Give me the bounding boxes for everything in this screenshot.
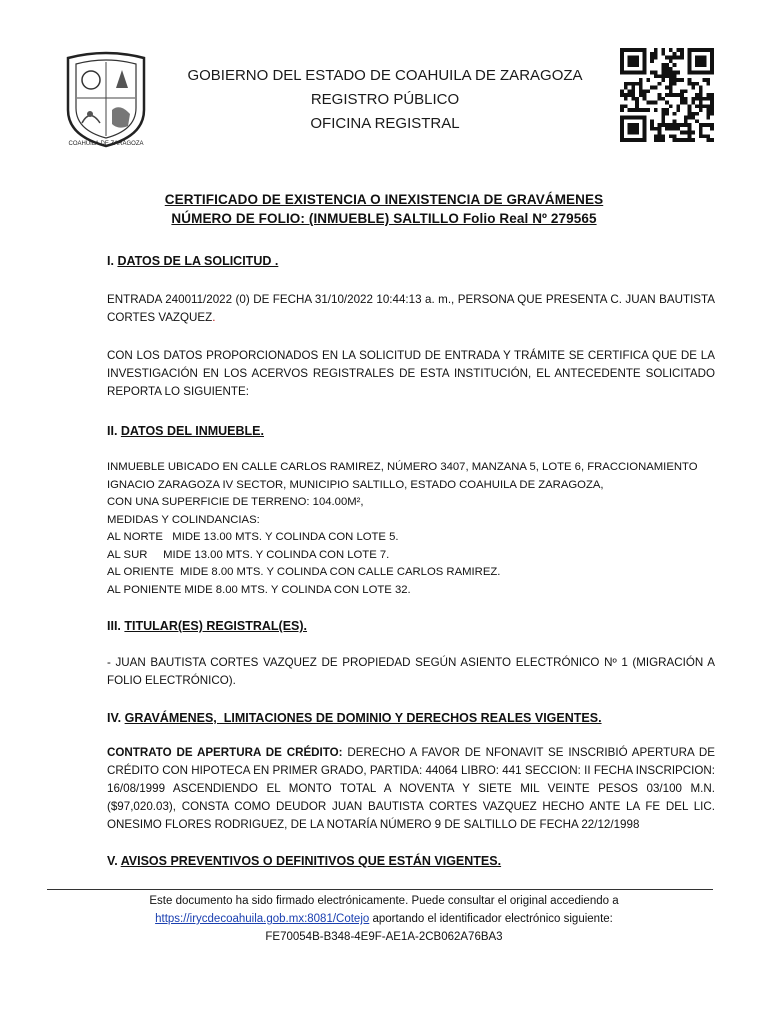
section-5-title: AVISOS PREVENTIVOS O DEFINITIVOS QUE ESTÁN VIGENTES.	[120, 854, 502, 868]
encumbrance-lead: CONTRATO DE APERTURA DE CRÉDITO:	[107, 746, 343, 759]
section-2-title: DATOS DEL INMUEBLE.	[120, 424, 264, 438]
section-4-number: IV.	[107, 711, 122, 725]
section-3-heading	[107, 617, 715, 635]
encumbrance-paragraph	[107, 744, 715, 834]
section-4-heading	[107, 709, 715, 727]
section-3-title: TITULAR(ES) REGISTRAL(ES).	[124, 619, 308, 633]
qr-code	[620, 48, 714, 142]
header-office: OFICINA REGISTRAL	[310, 115, 460, 132]
boundary-south: AL SUR MIDE 13.00 MTS. Y COLINDA CON LOTE 7.	[107, 548, 390, 561]
section-5-number: V.	[107, 854, 118, 868]
certificate-title: CERTIFICADO DE EXISTENCIA O INEXISTENCIA DE GRAVÁMENES	[164, 192, 604, 207]
property-line: MEDIDAS Y COLINDANCIAS:	[107, 513, 260, 526]
header-government: GOBIERNO DEL ESTADO DE COAHUILA DE ZARAGOZA	[187, 67, 583, 84]
section-1-number: I.	[107, 254, 114, 268]
entry-paragraph	[107, 291, 715, 327]
footer-block	[60, 892, 708, 946]
boundary-east: AL ORIENTE MIDE 8.00 MTS. Y COLINDA CON CALLE CARLOS RAMIREZ.	[107, 566, 501, 578]
certification-paragraph: CON LOS DATOS PROPORCIONADOS EN LA SOLICITUD DE ENTRADA Y TRÁMITE SE CERTIFICA QUE DE LA INVESTIGACIÓN EN LOS ACERVOS REGISTRALES DE ESTA INSTITUCIÓN, EL ANTECEDENTE SOLICITADO REPORTA LO SIGUIENTE:	[107, 349, 715, 398]
footer-verify-line	[60, 910, 708, 928]
boundary-north: AL NORTE MIDE 13.00 MTS. Y COLINDA CON LOTE 5.	[107, 531, 399, 543]
property-line: CON UNA SUPERFICIE DE TERRENO: 104.00M²,	[107, 496, 364, 508]
boundary-west: AL PONIENTE MIDE 8.00 MTS. Y COLINDA CON LOTE 32.	[107, 583, 411, 596]
encumbrance-text: DERECHO A FAVOR DE NFONAVIT SE INSCRIBIÓ APERTURA DE CRÉDITO CON HIPOTECA EN PRIMER GRADO, PARTIDA: 44064 LIBRO: 441 SECCION: II FECHA INSCRIPCION: 16/08/1999 ASCENDIENDO EL MONTO TOTAL A NOVENTA Y SIETE MIL VEINTE PESOS 03/100 M.N. ($97,020.03), CONSTA COMO DEUDOR JUAN BAUTISTA CORTES VAZQUEZ HECHO ANTE LA FE DEL LIC. ONESIMO FLORES RODRIGUEZ, DE LA NOTARÍA NÚMERO 9 DE SALTILLO DE FECHA 22/12/1998	[107, 746, 715, 831]
section-3-number: III.	[107, 619, 121, 633]
property-details	[107, 459, 715, 599]
property-line: IGNACIO ZARAGOZA IV SECTOR, MUNICIPIO SALTILLO, ESTADO COAHUILA DE ZARAGOZA,	[107, 478, 604, 491]
owner-paragraph: - JUAN BAUTISTA CORTES VAZQUEZ DE PROPIEDAD SEGÚN ASIENTO ELECTRÓNICO Nº 1 (MIGRACIÓN A FOLIO ELECTRÓNICO).	[107, 656, 715, 687]
state-seal-logo	[60, 48, 152, 148]
section-1-heading	[107, 252, 715, 270]
section-1-title: DATOS DE LA SOLICITUD .	[117, 254, 279, 268]
entry-period: .	[212, 311, 216, 324]
footer-divider	[47, 889, 713, 890]
section-5-heading	[107, 852, 715, 870]
property-line: INMUEBLE UBICADO EN CALLE CARLOS RAMIREZ, NÚMERO 3407, MANZANA 5, LOTE 6, FRACCIONAMIENTO	[107, 461, 698, 473]
section-4-title: GRAVÁMENES, LIMITACIONES DE DOMINIO Y DERECHOS REALES VIGENTES.	[124, 711, 602, 725]
entry-text: ENTRADA 240011/2022 (0) DE FECHA 31/10/2022 10:44:13 a. m., PERSONA QUE PRESENTA C. JUAN BAUTISTA CORTES VAZQUEZ	[107, 293, 715, 324]
folio-number-title: NÚMERO DE FOLIO: (INMUEBLE) SALTILLO Folio Real Nº 279565	[171, 211, 597, 226]
header-block	[160, 64, 610, 136]
electronic-identifier: FE70054B-B348-4E9F-AE1A-2CB062A76BA3	[265, 931, 503, 943]
verification-link[interactable]: https://irycdecoahuila.gob.mx:8081/Cotejo	[155, 913, 370, 925]
section-2-number: II.	[107, 424, 118, 438]
footer-verify-text: aportando el identificador electrónico siguiente:	[369, 913, 613, 925]
section-2-heading	[107, 422, 715, 440]
seal-text: COAHUILA DE ZARAGOZA	[68, 141, 144, 147]
footer-notice: Este documento ha sido firmado electrónicamente. Puede consultar el original accediendo a	[149, 895, 619, 907]
header-registry: REGISTRO PÚBLICO	[310, 91, 460, 108]
